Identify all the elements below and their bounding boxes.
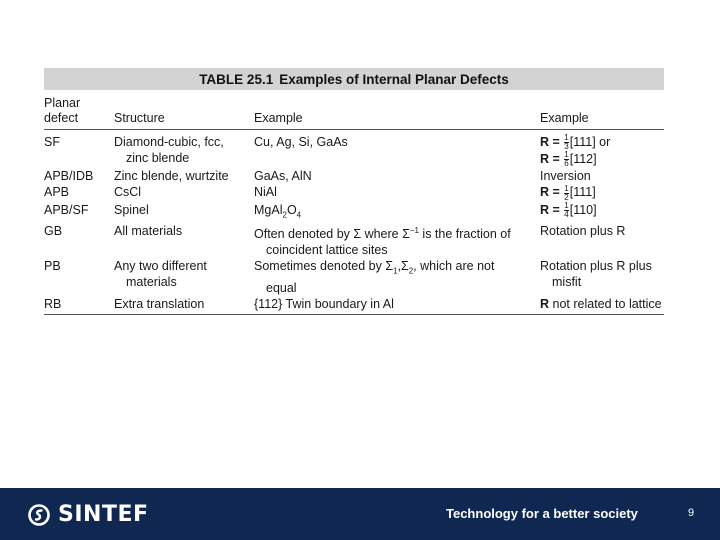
cell-structure-line1: Diamond-cubic, fcc, — [114, 135, 224, 149]
cell-result-line1 — [540, 134, 664, 151]
cell-example — [254, 202, 540, 224]
table-row — [44, 296, 664, 312]
page-number: 9 — [688, 507, 695, 519]
cell-defect: RB — [44, 296, 62, 311]
table-row — [44, 258, 664, 296]
sintef-logo-text: SINTEF — [58, 502, 149, 527]
r-vector: [110] — [569, 202, 597, 217]
cell-example: {112} Twin boundary in Al — [254, 296, 394, 311]
r-label: R = — [540, 152, 564, 167]
example-text: Sometimes denoted by Σ — [254, 259, 394, 274]
cell-structure-line2: zinc blende — [126, 151, 190, 165]
cell-example-line2: equal — [266, 280, 297, 295]
formula-subscript: 4 — [296, 210, 302, 220]
fraction-num: 1 — [564, 183, 569, 193]
example-text: , which are not — [413, 259, 495, 274]
cell-example — [254, 223, 540, 258]
header-example: Example — [254, 111, 303, 125]
table-body — [44, 130, 664, 315]
cell-example: GaAs, AlN — [254, 169, 312, 184]
cell-structure-line2: materials — [126, 275, 177, 290]
table-caption — [44, 68, 664, 90]
header-planar-line1: Planar — [44, 96, 81, 110]
cell-example: Cu, Ag, Si, GaAs — [254, 135, 348, 149]
cell-defect: GB — [44, 224, 63, 239]
cell-result: Rotation plus R — [540, 224, 626, 239]
fraction — [564, 185, 568, 202]
cell-example-line2: coincident lattice sites — [266, 243, 388, 258]
r-vector: [111] — [569, 185, 596, 200]
example-superscript: −1 — [409, 226, 419, 236]
table-row — [44, 202, 664, 224]
fraction-den: 3 — [564, 142, 569, 152]
cell-defect: APB/SF — [44, 202, 89, 217]
table-caption-label: TABLE 25.1 — [199, 71, 274, 87]
cell-example-line1 — [254, 223, 540, 242]
cell-result — [540, 258, 664, 296]
fraction — [564, 202, 568, 219]
cell-defect: APB — [44, 185, 70, 200]
cell-result-line1: Rotation plus R plus — [540, 259, 652, 274]
cell-structure: All materials — [114, 224, 183, 239]
cell-structure — [114, 258, 254, 296]
cell-structure: CsCl — [114, 185, 142, 200]
cell-structure: Extra translation — [114, 296, 205, 311]
formula-part: O — [286, 202, 297, 217]
r-label: R = — [540, 185, 564, 200]
sintef-logo-icon — [28, 504, 50, 526]
table-header-row — [44, 90, 664, 130]
fraction-num: 1 — [564, 133, 569, 143]
formula-part: MgAl — [254, 202, 283, 217]
table-row — [44, 184, 664, 201]
table-row — [44, 223, 664, 258]
cell-structure: Spinel — [114, 202, 149, 217]
cell-result: Inversion — [540, 169, 591, 184]
fraction-num: 1 — [564, 200, 569, 210]
cell-result — [540, 134, 664, 168]
planar-defects-table — [44, 68, 664, 315]
table-row — [44, 130, 664, 168]
header-planar-line2: defect — [44, 111, 79, 125]
formula-subscript: 2 — [282, 210, 287, 220]
cell-result — [540, 202, 664, 224]
sintef-logo — [28, 502, 149, 527]
example-subscript: 1 — [393, 266, 398, 276]
example-subscript: 2 — [408, 266, 414, 276]
fraction-den: 2 — [564, 192, 569, 202]
table-row — [44, 168, 664, 184]
example-text: Often denoted by Σ where Σ — [254, 227, 410, 242]
fraction-den: 6 — [564, 159, 569, 169]
fraction-den: 4 — [564, 209, 569, 219]
table-caption-title: Examples of Internal Planar Defects — [279, 71, 509, 87]
fraction — [564, 151, 568, 168]
cell-structure: Zinc blende, wurtzite — [114, 169, 229, 184]
header-planar-defect — [44, 96, 114, 126]
cell-defect: SF — [44, 135, 60, 149]
header-example-2: Example — [540, 111, 589, 125]
cell-result — [540, 296, 664, 312]
fraction — [564, 134, 568, 151]
cell-result — [540, 184, 664, 201]
cell-example: NiAl — [254, 185, 277, 200]
cell-defect: PB — [44, 259, 61, 274]
r-vector: [112] — [569, 152, 597, 167]
cell-structure-line1: Any two different — [114, 259, 207, 274]
example-text: ,Σ — [397, 259, 409, 274]
r-label: R — [540, 296, 550, 311]
r-label: R = — [540, 135, 564, 149]
result-text: not related to lattice — [549, 296, 662, 311]
example-text: is the fraction of — [418, 227, 511, 242]
cell-example-line1 — [254, 258, 540, 280]
r-label: R = — [540, 202, 564, 217]
fraction-num: 1 — [564, 150, 569, 160]
cell-example — [254, 258, 540, 296]
cell-structure — [114, 134, 254, 168]
cell-result-line2 — [540, 151, 664, 168]
footer-tagline: Technology for a better society — [446, 506, 638, 521]
r-vector: [111] or — [569, 135, 611, 149]
cell-result-line2: misfit — [552, 275, 582, 290]
header-structure: Structure — [114, 111, 165, 125]
cell-defect: APB/IDB — [44, 169, 94, 184]
footer-bar — [0, 488, 720, 540]
